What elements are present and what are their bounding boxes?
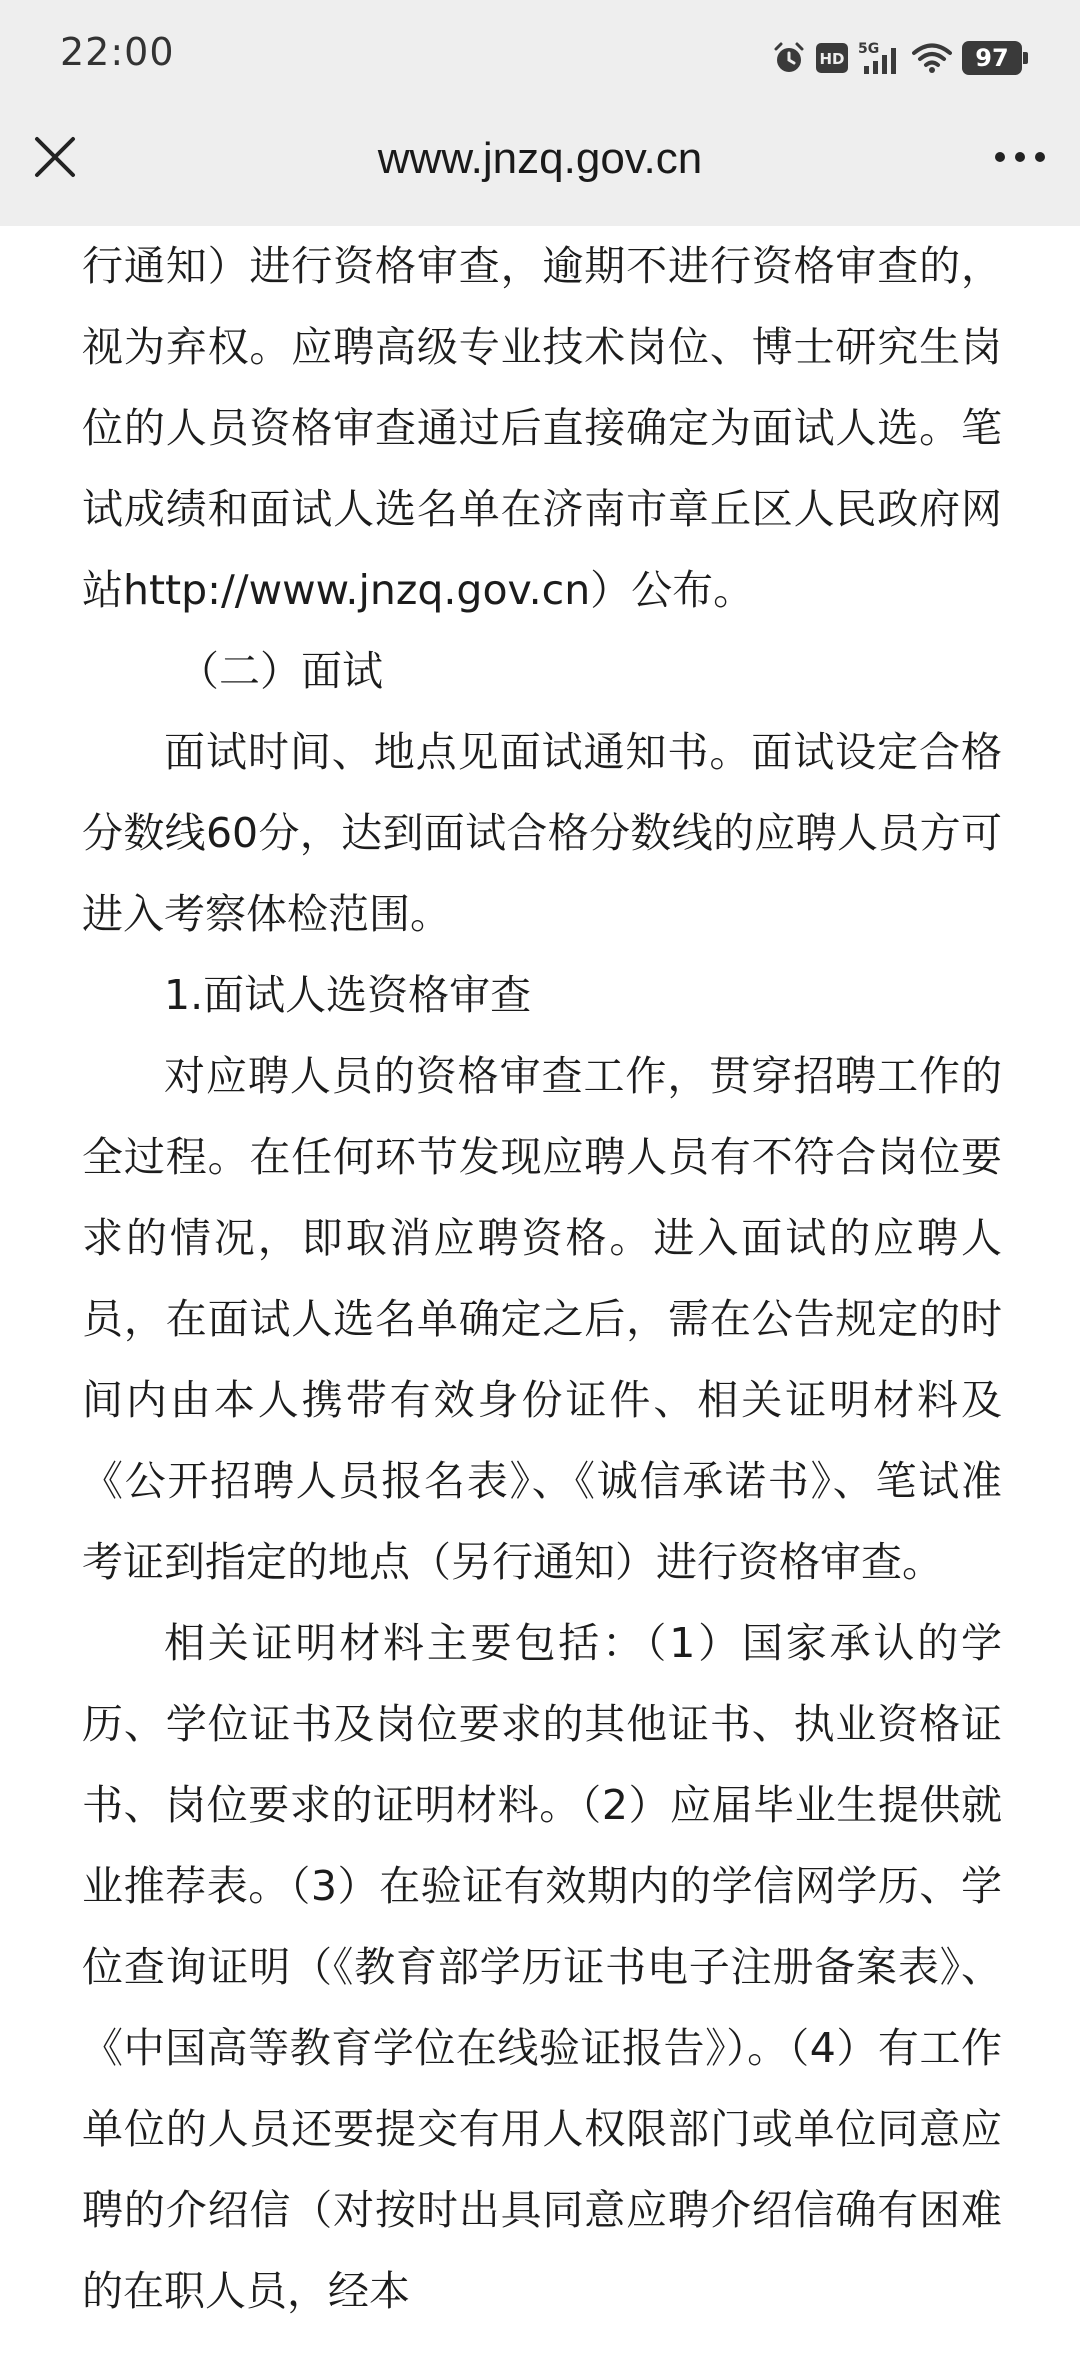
article-paragraph: 面试时间、地点见面试通知书。面试设定合格分数线60分，达到面试合格分数线的应聘人员方可进入考察体检范围。 [82, 728, 1002, 938]
alarm-icon [772, 41, 806, 75]
article-paragraph: 相关证明材料主要包括：（1）国家承认的学历、学位证书及岗位要求的其他证书、执业资格证书、岗位要求的证明材料。（2）应届毕业生提供就业推荐表。（3）在验证有效期内的学信网学历、学位查询证明（《教育部学历证书电子注册备案表》、《中国高等教育学位在线验证报告》）。（4）有工作单位的人员还要提交有用人权限部门或单位同意应聘的介绍信（对按时出具同意应聘介绍信确有困难的在职人员，经本 [82, 1619, 1002, 2315]
browser-nav-bar [0, 112, 1080, 226]
status-bar [0, 0, 1080, 112]
browser-top-bar [0, 0, 1080, 226]
article-paragraph: 行通知）进行资格审查，逾期不进行资格审查的，视为弃权。应聘高级专业技术岗位、博士研究生岗位的人员资格审查通过后直接确定为面试人选。笔试成绩和面试人选名单在济南市章丘区人民政府网站http://www.jnzq.gov.cn）公布。 [82, 242, 1002, 614]
bottom-fade [0, 2336, 1080, 2376]
more-icon [990, 137, 1050, 177]
more-options-button[interactable] [990, 137, 1050, 177]
svg-text:HD: HD [819, 50, 845, 68]
hd-icon [816, 43, 848, 73]
status-icons [772, 38, 1022, 78]
battery-icon: 97 [962, 41, 1022, 75]
page-url-title: www.jnzq.gov.cn [377, 134, 703, 183]
subsection-heading: 1.面试人选资格审查 [164, 971, 532, 1019]
signal-5g-icon [858, 40, 902, 76]
article-paragraph: 对应聘人员的资格审查工作，贯穿招聘工作的全过程。在任何环节发现应聘人员有不符合岗位要求的情况，即取消应聘资格。进入面试的应聘人员，在面试人选名单确定之后，需在公告规定的时间内由本人携带有效身份证件、相关证明材料及《公开招聘人员报名表》、《诚信承诺书》、笔试准考证到指定的地点（另行通知）进行资格审查。 [82, 1052, 1002, 1586]
section-heading-interview: （二）面试 [178, 647, 383, 695]
article-content [82, 226, 1002, 2332]
status-time: 22:00 [60, 30, 175, 74]
svg-text:5G: 5G [858, 41, 880, 57]
wifi-icon [912, 42, 952, 74]
